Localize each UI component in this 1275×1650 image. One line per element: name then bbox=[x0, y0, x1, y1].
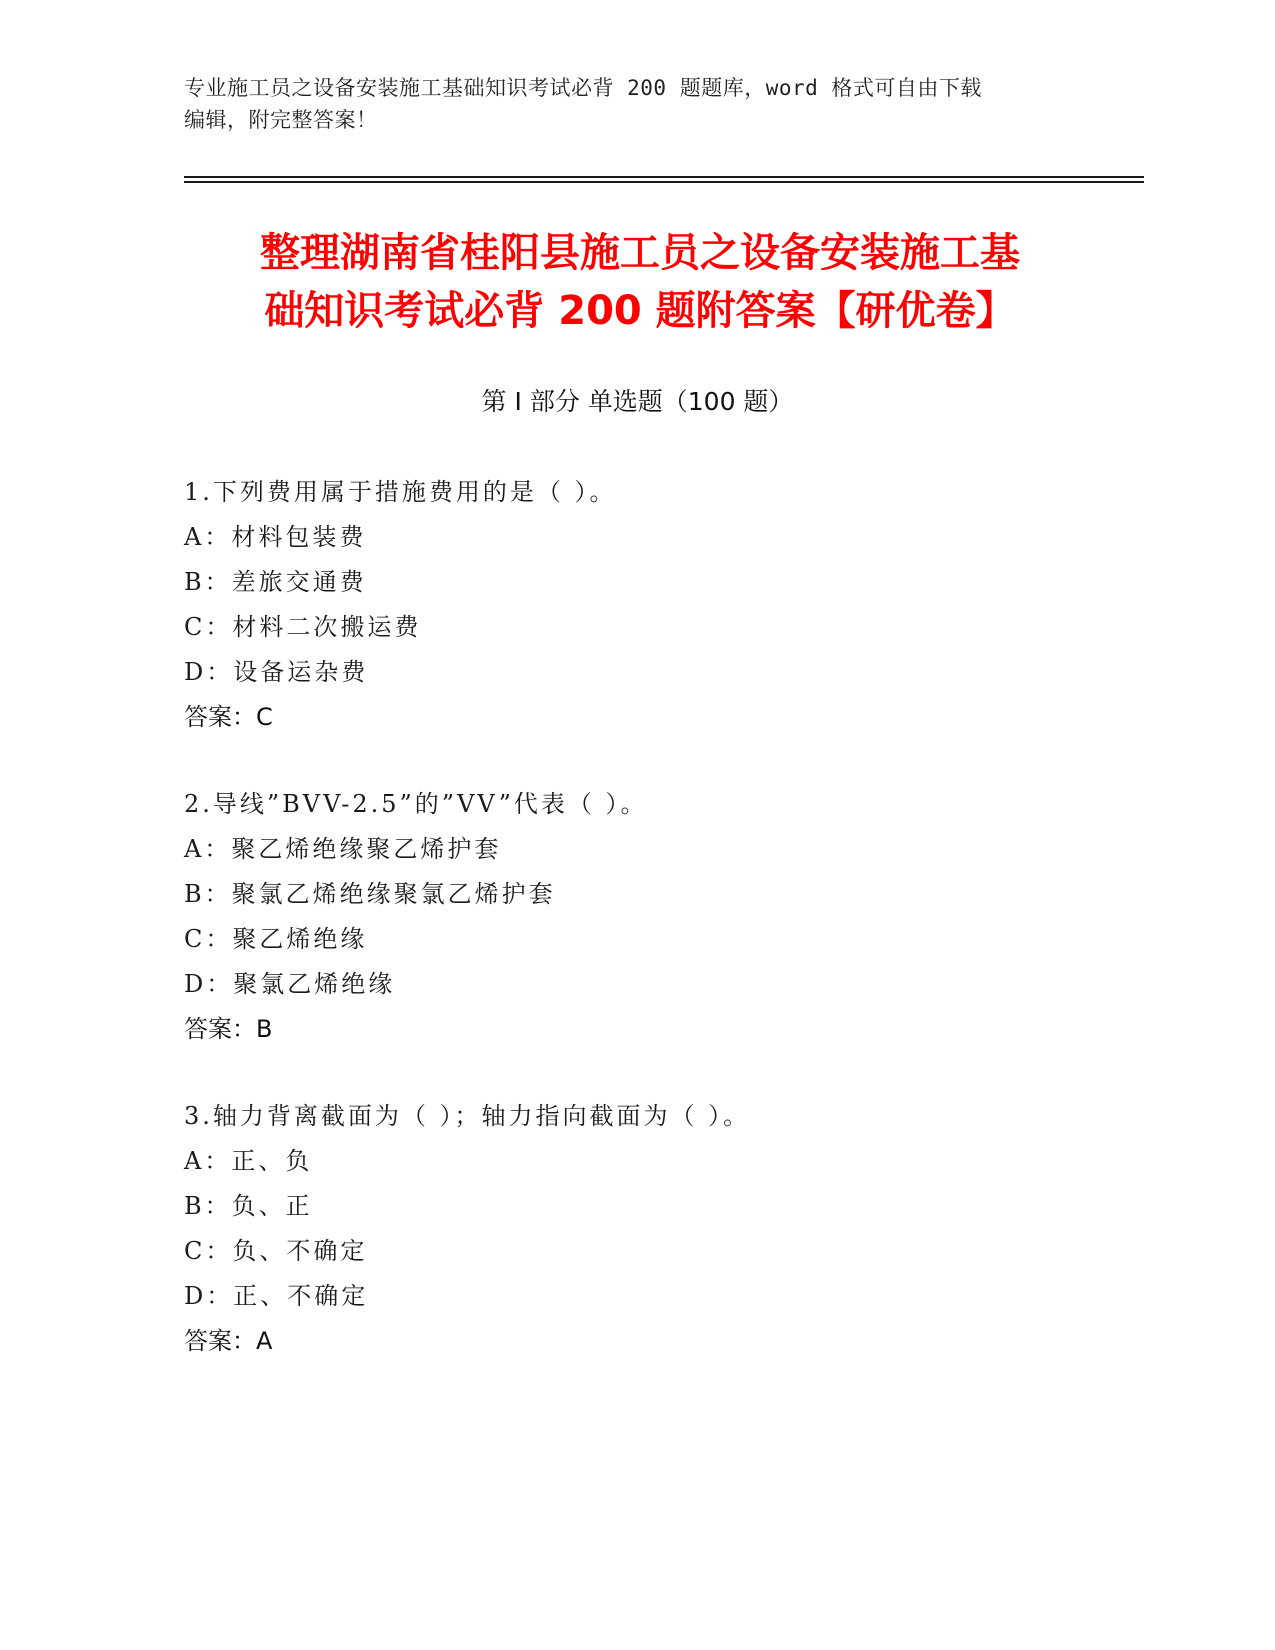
option-c: C：材料二次搬运费 bbox=[184, 613, 422, 641]
option-d: D：设备运杂费 bbox=[184, 658, 369, 686]
option-a: A：材料包装费 bbox=[184, 523, 367, 551]
header-note bbox=[184, 72, 1064, 136]
question-stem: 3.轴力背离截面为（ ）；轴力指向截面为（ ）。 bbox=[184, 1102, 751, 1130]
answer: 答案：A bbox=[184, 1327, 273, 1355]
option-b: B：差旅交通费 bbox=[184, 568, 367, 596]
option-b: B：负、正 bbox=[184, 1192, 313, 1220]
option-c: C：聚乙烯绝缘 bbox=[184, 925, 368, 953]
question-stem: 1.下列费用属于措施费用的是（ ）。 bbox=[184, 478, 617, 506]
option-a: A：正、负 bbox=[184, 1147, 313, 1175]
document-title-line2: 础知识考试必背 200 题附答案【研优卷】 bbox=[264, 288, 1016, 334]
question-1 bbox=[184, 470, 1144, 740]
option-d: D：聚氯乙烯绝缘 bbox=[184, 970, 396, 998]
option-d: D：正、不确定 bbox=[184, 1282, 369, 1310]
question-stem: 2.导线”BVV-2.5”的”VV”代表（ ）。 bbox=[184, 790, 648, 818]
option-a: A：聚乙烯绝缘聚乙烯护套 bbox=[184, 835, 502, 863]
question-list bbox=[184, 470, 1144, 1406]
header-divider-top bbox=[184, 176, 1144, 178]
document-title bbox=[190, 224, 1090, 340]
header-note-line1: 专业施工员之设备安装施工基础知识考试必背 200 题题库，word 格式可自由下载 bbox=[184, 76, 982, 100]
option-c: C：负、不确定 bbox=[184, 1237, 368, 1265]
answer: 答案：B bbox=[184, 1015, 273, 1043]
document-title-line1: 整理湖南省桂阳县施工员之设备安装施工基 bbox=[260, 230, 1020, 276]
section-title: 第 I 部分 单选题（100 题） bbox=[481, 387, 794, 416]
answer: 答案：C bbox=[184, 703, 273, 731]
header-divider-bottom bbox=[184, 181, 1144, 183]
question-3 bbox=[184, 1094, 1144, 1364]
header-note-line2: 编辑，附完整答案！ bbox=[184, 108, 378, 132]
option-b: B：聚氯乙烯绝缘聚氯乙烯护套 bbox=[184, 880, 556, 908]
question-2 bbox=[184, 782, 1144, 1052]
